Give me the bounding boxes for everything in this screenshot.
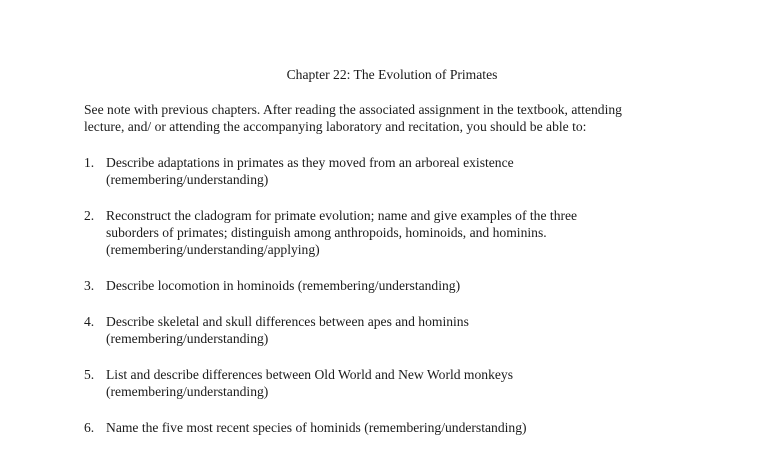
objective-number: 4. (84, 314, 95, 329)
objective-number: 5. (84, 367, 95, 382)
objective-number: 6. (84, 420, 95, 435)
objective-text: Name the five most recent species of hominids (remembering/understanding) (106, 420, 527, 435)
objective-number: 2. (84, 208, 95, 223)
objective-text: List and describe differences between Old World and New World monkeys (106, 367, 514, 382)
objective-text: (remembering/understanding) (106, 172, 269, 187)
intro-line: See note with previous chapters. After reading the associated assignment in the textbook, attending (84, 102, 622, 117)
objective-text: Describe skeletal and skull differences between apes and hominins (106, 314, 469, 329)
chapter-title: Chapter 22: The Evolution of Primates (286, 67, 498, 82)
objective-item (84, 154, 744, 188)
objective-item (84, 419, 744, 436)
objective-item (84, 207, 744, 258)
objective-text: Describe adaptations in primates as they moved from an arboreal existence (106, 155, 514, 170)
objective-text: (remembering/understanding) (106, 384, 269, 399)
intro-line: lecture, and/ or attending the accompanying laboratory and recitation, you should be able to: (84, 119, 587, 134)
objective-number: 3. (84, 278, 95, 293)
objective-item (84, 277, 744, 294)
objectives-list (84, 154, 744, 455)
intro-paragraph (84, 101, 724, 135)
objective-text: suborders of primates; distinguish among anthropoids, hominoids, and hominins. (106, 225, 547, 240)
objective-text: Reconstruct the cladogram for primate evolution; name and give examples of the three (106, 208, 578, 223)
objective-text: (remembering/understanding) (106, 331, 269, 346)
objective-item (84, 313, 744, 347)
objective-number: 1. (84, 155, 95, 170)
objective-text: Describe locomotion in hominoids (remembering/understanding) (106, 278, 461, 293)
objective-text: (remembering/understanding/applying) (106, 242, 320, 257)
objective-item (84, 366, 744, 400)
